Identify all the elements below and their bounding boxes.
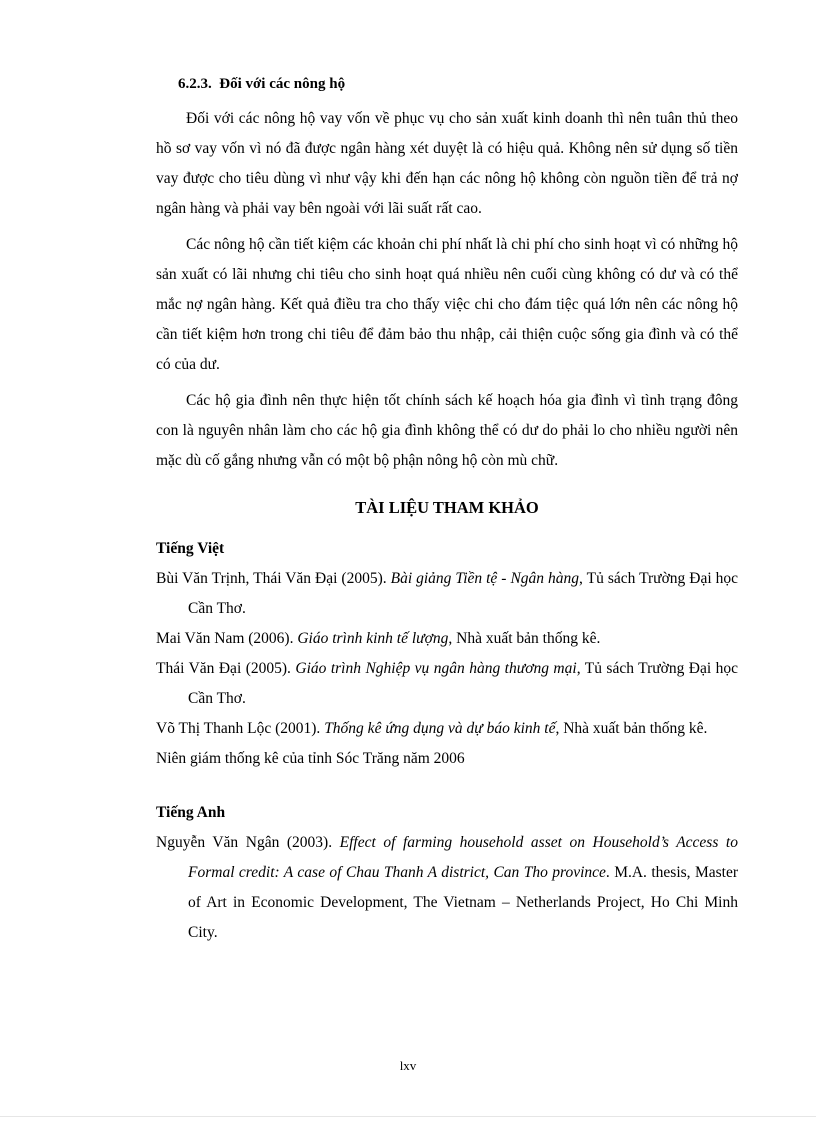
reference-publisher: , Nhà xuất bản thống kê. bbox=[448, 630, 601, 647]
body-paragraph: Đối với các nông hộ vay vốn về phục vụ cho sản xuất kinh doanh thì nên tuân thủ theo hồ sơ vay vốn vì nó đã được ngân hàng xét duyệt là có hiệu quả. Không nên sử dụng số tiền vay được cho tiêu dùng vì như vậy khi đến hạn các nông hộ không còn nguồn tiền để trả nợ ngân hàng và phải vay bên ngoài với lãi suất rất cao. bbox=[156, 110, 738, 217]
reference-title: Giáo trình Nghiệp vụ ngân hàng thương mại bbox=[295, 660, 577, 677]
reference-publisher: . M.A. thesis, Master of Art in Economic Development, The Vietnam – Netherlands Project, Ho Chi Minh City. bbox=[188, 864, 738, 941]
reference-publisher: , Nhà xuất bản thống kê. bbox=[555, 720, 708, 737]
reference-text: Niên giám thống kê của tỉnh Sóc Trăng năm 2006 bbox=[156, 750, 465, 767]
reference-authors: Mai Văn Nam (2006). bbox=[156, 630, 298, 647]
page-content bbox=[156, 74, 738, 948]
reference-authors: Bùi Văn Trịnh, Thái Văn Đại (2005). bbox=[156, 570, 391, 587]
reference-entry bbox=[156, 654, 738, 714]
body-paragraph: Các nông hộ cần tiết kiệm các khoản chi phí nhất là chi phí cho sinh hoạt vì có những hộ sản xuất có lãi nhưng chi tiêu cho sinh hoạt quá nhiều nên cuối cùng không có dư và có thể mắc nợ ngân hàng. Kết quả điều tra cho thấy việc chi cho đám tiệc quá lớn nên các nông hộ cần tiết kiệm hơn trong chi tiêu để đảm bảo thu nhập, cải thiện cuộc sống gia đình và có thể có của dư. bbox=[156, 236, 738, 373]
body-paragraph: Các hộ gia đình nên thực hiện tốt chính sách kế hoạch hóa gia đình vì tình trạng đông con là nguyên nhân làm cho các hộ gia đình không thể có dư do phải lo cho nhiều người nên mặc dù cố gắng nhưng vẫn có một bộ phận nông hộ còn mù chữ. bbox=[156, 392, 738, 469]
page-bottom-divider bbox=[0, 1116, 816, 1117]
reference-title: Thống kê ứng dụng và dự báo kinh tế bbox=[324, 720, 556, 737]
section-title: Đối với các nông hộ bbox=[219, 76, 346, 92]
page-number: lxv bbox=[399, 1058, 417, 1073]
reference-title: Bài giảng Tiền tệ - Ngân hàng bbox=[390, 570, 580, 587]
reference-entry bbox=[156, 714, 738, 744]
reference-authors: Thái Văn Đại (2005). bbox=[156, 660, 296, 677]
english-references-heading: Tiếng Anh bbox=[156, 804, 226, 821]
references-title: TÀI LIỆU THAM KHẢO bbox=[355, 498, 539, 517]
reference-publisher: , Tủ sách Trường Đại học Cần Thơ. bbox=[188, 660, 739, 707]
reference-entry bbox=[156, 624, 738, 654]
vietnamese-references-heading: Tiếng Việt bbox=[156, 540, 225, 557]
reference-entry bbox=[156, 744, 738, 774]
section-number: 6.2.3. bbox=[178, 76, 212, 92]
reference-authors: Võ Thị Thanh Lộc (2001). bbox=[156, 720, 325, 737]
section-heading bbox=[178, 74, 738, 94]
reference-entry bbox=[156, 828, 738, 948]
reference-title: Effect of farming household asset on Household’s Access to Formal credit: A case of Chau Thanh A district, Can Tho province bbox=[188, 834, 738, 881]
reference-authors: Nguyễn Văn Ngân (2003). bbox=[156, 834, 340, 851]
reference-publisher: , Tủ sách Trường Đại học Cần Thơ. bbox=[188, 570, 739, 617]
reference-entry bbox=[156, 564, 738, 624]
reference-title: Giáo trình kinh tế lượng bbox=[297, 630, 449, 647]
